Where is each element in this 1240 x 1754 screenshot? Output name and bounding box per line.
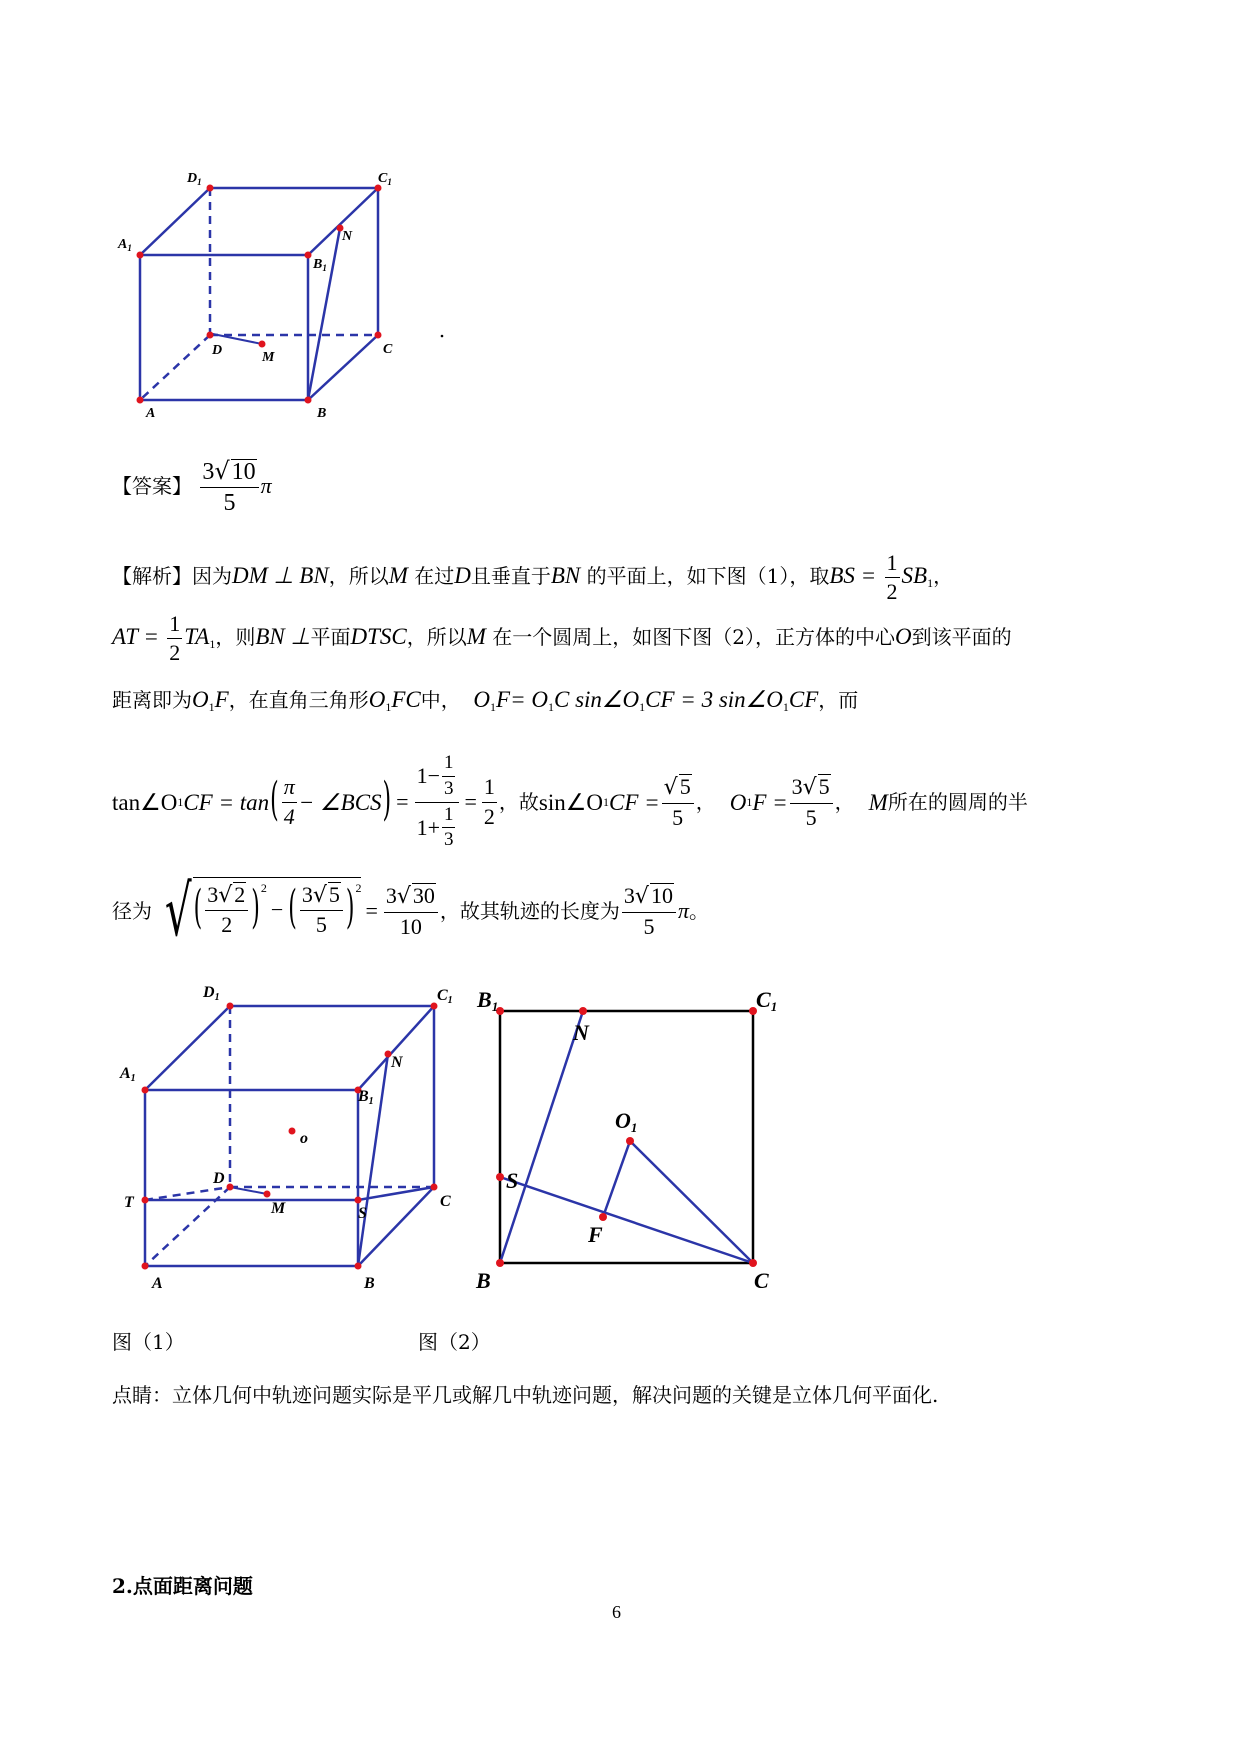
fig2-label-b: B [476,1268,491,1293]
label-a: A [146,406,156,421]
fig1-label-a1: A1 [120,1065,136,1084]
fig1-label-d: D [213,1170,225,1187]
fig1-label-a: A [152,1275,163,1292]
analysis-line-3: 距离即为$O_1F$，在直角三角形$O_1FC$中， $O_1F= O_1C$ $\sin\angle O_1CF = 3$ $\sin\angle O_1CF$，而 [112,687,859,714]
analysis-line-2: AT = $\frac{1}{2}$ $TA_1$，则BN ⊥平面DTSC，所以M 在一个圆周上，如图下图（2），正方体的中心O到该平面的 [112,611,1012,666]
label-m: M [262,350,275,365]
label-d: D [212,343,223,358]
point-a [137,397,144,404]
point-d [207,332,214,339]
fig1-label-c1: C1 [437,987,453,1006]
point-b1 [305,252,312,259]
point-center-o [289,1128,296,1135]
answer-fraction: $\frac{3√10}{5}$ [200,458,258,517]
fig2-label-b1: B1 [477,987,499,1014]
fig2-label-c: C [754,1268,769,1293]
label-b1: $B_1$ [313,257,327,273]
label-c: C [383,342,393,357]
figure-2-caption: 图（2） [418,1330,491,1354]
analysis-line-1: 【解析】因为DM ⊥ BN，所以M 在过D且垂直于BN 的平面上，如下图（1），取BS = $\frac{1}{2}$ $SB_1$， [112,550,954,605]
fig1-label-n: N [391,1054,403,1071]
fig1-label-m: M [271,1200,286,1217]
fig2-label-f: F [588,1222,603,1247]
fig1-label-s: S [358,1205,367,1222]
fig1-label-c: C [440,1193,451,1210]
analysis-label: 【解析】 [112,564,192,589]
page-number: 6 [612,1602,621,1622]
label-b: B [317,406,327,421]
label-n: N [342,229,353,244]
label-c1: $C_1$ [378,171,392,187]
fig1-label-b1: B1 [358,1088,374,1107]
fig1-label-o: o [300,1130,308,1147]
point-d1 [207,185,214,192]
label-d1: $D_1$ [187,171,202,187]
fig1-label-t: T [124,1194,134,1211]
answer-line: 【答案】 $\frac{3√10}{5}$ π [112,457,272,517]
figure-1-caption: 图（1） [112,1330,185,1354]
point-m [259,341,266,348]
fig1-label-d1: D1 [203,984,220,1003]
fig2-label-n: N [573,1020,589,1045]
fig2-label-c1: C1 [756,987,778,1014]
answer-label: 【答案】 [112,473,192,498]
figure-1-cube [110,980,470,1300]
point-a1 [137,252,144,259]
figure-top-cube [100,160,520,420]
fig2-label-s: S [506,1168,519,1193]
key-point-comment: 点睛：立体几何中轨迹问题实际是平几或解几中轨迹问题，解决问题的关键是立体几何平面化. [112,1383,939,1407]
label-a1: $A_1$ [118,237,132,253]
point-b [305,397,312,404]
fig1-label-b: B [364,1275,375,1292]
section-heading: 2.点面距离问题 [112,1574,253,1598]
figure-2-section [470,980,790,1300]
fig2-label-o1: O1 [615,1108,638,1135]
point-c [375,332,382,339]
